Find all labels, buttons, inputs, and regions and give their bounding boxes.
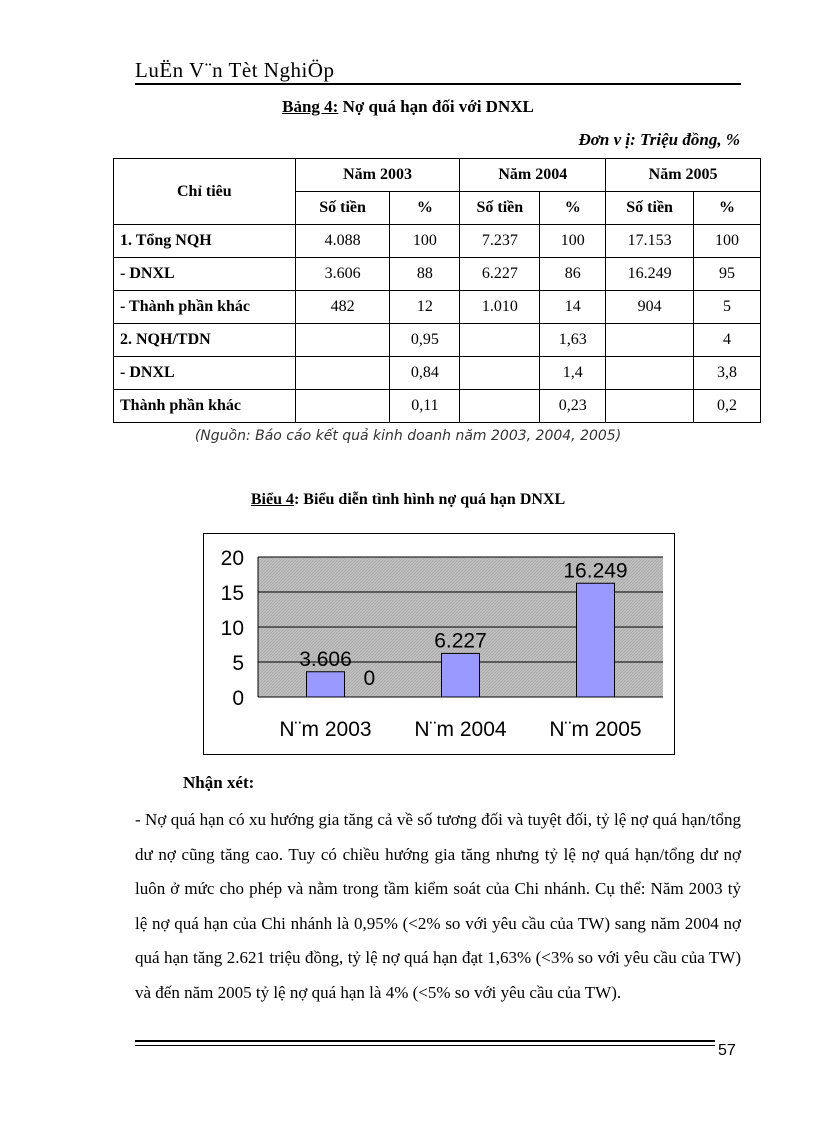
comment-title: Nhận xét: [183,773,255,792]
y-tick-label: 15 [220,582,244,605]
table-cell: 4 [694,324,761,357]
table-cell: 12 [390,291,460,324]
row-label: - Thành phần khác [114,291,296,324]
subheader-amount: Số tiền [295,192,390,225]
row-label: - DNXL [114,357,296,390]
header-indicator: Chỉ tiêu [114,159,296,225]
table-cell [295,324,390,357]
header-year: Năm 2005 [606,159,761,192]
footer-rule [135,1040,715,1042]
x-category-label: N¨m 2003 [279,718,372,741]
table-body [114,225,761,423]
row-label: 2. NQH/TDN [114,324,296,357]
bar [307,672,345,697]
table-cell: 3.606 [295,258,390,291]
table-cell: 100 [390,225,460,258]
table-cell: 86 [540,258,606,291]
table-cell: 7.237 [460,225,540,258]
chart-caption-text: : Biểu diễn tình hình nợ quá hạn DNXL [293,491,566,508]
row-label: 1. Tổng NQH [114,225,296,258]
table-cell: 4.088 [295,225,390,258]
table-cell: 14 [540,291,606,324]
extra-value-label: 0 [363,667,376,690]
header-title: LuËn V¨n Tèt NghiÖp [135,58,335,82]
table-source: (Nguồn: Báo cáo kết quả kinh doanh năm 2003, 2004, 2005) [194,428,622,444]
table-cell: 88 [390,258,460,291]
table-cell: 95 [694,258,761,291]
table-cell: 0,23 [540,390,606,423]
x-category-label: N¨m 2004 [414,718,507,741]
table-cell [295,357,390,390]
table-caption [0,97,816,117]
bar-chart [203,533,675,755]
table-cell [295,390,390,423]
subheader-amount: Số tiền [460,192,540,225]
table-cell: 0,11 [390,390,460,423]
table-cell: 100 [694,225,761,258]
table-cell: 100 [540,225,606,258]
footer-rule-thin [135,1045,715,1046]
table-cell: 0,95 [390,324,460,357]
table-cell: 904 [606,291,694,324]
table-caption-label: Bảng 4: [282,97,339,116]
bar [442,653,480,697]
header-year: Năm 2004 [460,159,606,192]
table-cell: 17.153 [606,225,694,258]
table-cell [460,390,540,423]
subheader-pct: % [390,192,460,225]
table-row [114,357,761,390]
header-year: Năm 2003 [295,159,460,192]
table-row [114,291,761,324]
table-row [114,390,761,423]
table-cell [460,324,540,357]
table-row [114,225,761,258]
subheader-amount: Số tiền [606,192,694,225]
table-cell: 6.227 [460,258,540,291]
comment-paragraph: - Nợ quá hạn có xu hướng gia tăng cả về số tương đối và tuyệt đối, tỷ lệ nợ quá hạn/tổng dư nợ cũng tăng cao. Tuy có chiều hướng gia tăng nhưng tỷ lệ nợ quá hạn/tổng dư nợ luôn ở mức cho phép và nằm trong tầm kiểm soát của Chi nhánh. Cụ thể: Năm 2003 tỷ lệ nợ quá hạn của Chi nhánh là 0,95% (<2% so với yêu cầu của TW) sang năm 2004 nợ quá hạn tăng 2.621 triệu đồng, tỷ lệ nợ quá hạn đạt 1,63% (<3% so với yêu cầu của TW) và đến năm 2005 tỷ lệ nợ quá hạn là 4% (<5% so với yêu cầu của TW). [135,810,741,1002]
table-row [114,324,761,357]
chart-caption-label: Biểu 4 [250,491,294,508]
table-cell: 0,84 [390,357,460,390]
bar-value-label: 3.606 [299,647,352,671]
table-cell [606,324,694,357]
table-cell: 1,63 [540,324,606,357]
bar-value-label: 16.249 [563,559,628,583]
debt-table [113,158,761,423]
subheader-pct: % [540,192,606,225]
bar [577,583,615,697]
row-label: Thành phần khác [114,390,296,423]
x-category-label: N¨m 2005 [549,718,642,741]
table-cell: 16.249 [606,258,694,291]
y-tick-label: 0 [232,687,244,710]
table-unit: Đơn v ị: Triệu đồng, % [578,130,740,149]
table-cell: 482 [295,291,390,324]
header-rule [135,83,741,85]
page-number: 57 [718,1042,736,1059]
table-cell: 1.010 [460,291,540,324]
chart-caption [0,491,816,509]
subheader-pct: % [694,192,761,225]
y-tick-label: 5 [232,652,244,675]
row-label: - DNXL [114,258,296,291]
table-cell: 3,8 [694,357,761,390]
table-cell: 1,4 [540,357,606,390]
table-row [114,258,761,291]
table-cell [606,357,694,390]
table-cell: 0,2 [694,390,761,423]
table-caption-text: Nợ quá hạn đối với DNXL [338,97,534,116]
y-tick-label: 20 [220,547,244,570]
table-cell: 5 [694,291,761,324]
table-cell [606,390,694,423]
bar-value-label: 6.227 [434,629,487,653]
table-cell [460,357,540,390]
y-tick-label: 10 [220,617,244,640]
